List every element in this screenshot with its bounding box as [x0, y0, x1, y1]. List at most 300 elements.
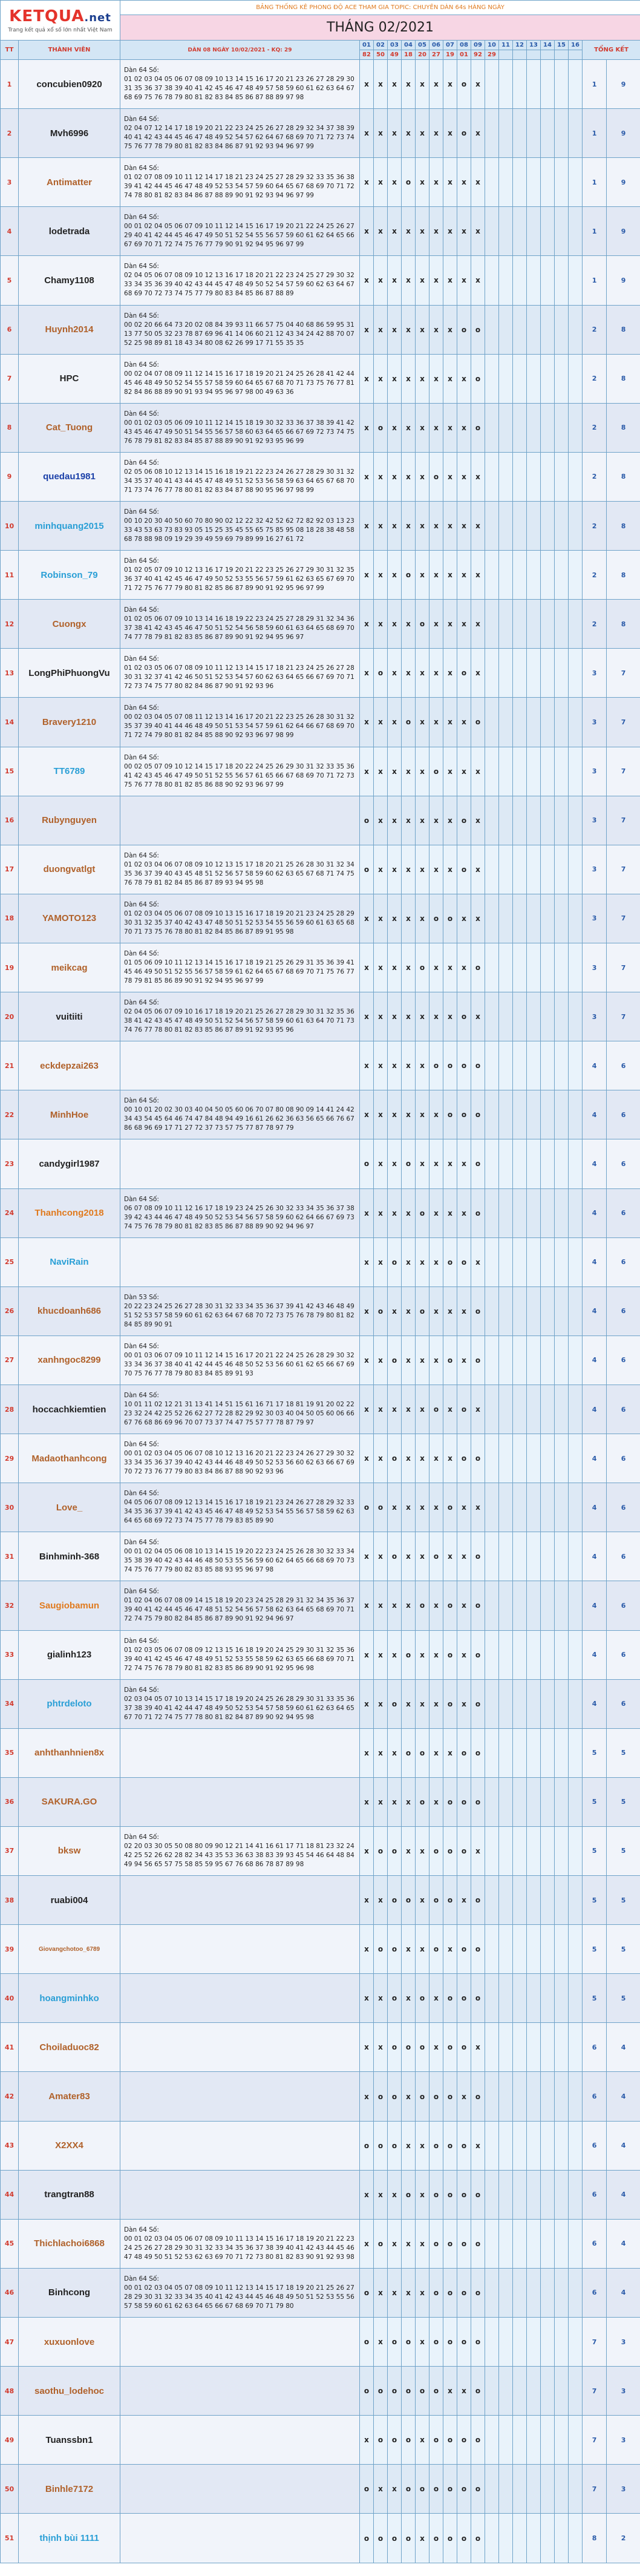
day-mark: x — [416, 1876, 429, 1925]
table-row — [1, 2514, 640, 2563]
day-mark: o — [388, 1876, 402, 1925]
day-mark: x — [416, 796, 429, 845]
day-mark — [513, 305, 527, 354]
day-result-13 — [527, 50, 541, 60]
total-hit: 8 — [607, 501, 640, 550]
member-name[interactable]: Cuongx — [19, 600, 120, 649]
day-mark — [527, 1826, 541, 1875]
table-row — [1, 747, 640, 796]
day-mark: x — [443, 551, 457, 600]
dan-numbers: Dàn 64 Số: 01 02 07 08 09 10 11 12 14 17 18 21 23 24 25 27 28 29 32 33 35 36 38 39 41 42 44 45 46 47 48 49 52 53 54 57 59 60 64 65 67 68 69 70 71 72 74 78 80 81 82 83 84 86 87 88 89 90 91 92 93 94 96 97 99 — [120, 158, 360, 207]
day-mark: o — [457, 2318, 471, 2367]
day-mark: x — [360, 1777, 374, 1826]
member-name[interactable]: Mvh6996 — [19, 109, 120, 158]
day-mark: o — [443, 2072, 457, 2121]
col-header-dan: DÀN 08 NGÀY 10/02/2021 - KQ: 29 — [120, 41, 360, 60]
day-mark — [485, 1237, 499, 1286]
day-mark: o — [457, 305, 471, 354]
member-name[interactable]: Rubynguyen — [19, 796, 120, 845]
day-mark: o — [457, 109, 471, 158]
member-name[interactable]: hoangminhko — [19, 1974, 120, 2023]
total-miss: 8 — [583, 2514, 607, 2563]
day-mark: x — [457, 1630, 471, 1679]
member-name[interactable]: Cat_Tuong — [19, 403, 120, 452]
day-mark — [499, 1630, 513, 1679]
member-name[interactable]: quedau1981 — [19, 452, 120, 501]
day-mark: x — [443, 109, 457, 158]
day-mark: x — [374, 796, 388, 845]
day-mark — [513, 60, 527, 109]
day-mark: o — [471, 305, 485, 354]
day-mark: o — [457, 1974, 471, 2023]
day-mark: x — [416, 649, 429, 698]
member-name[interactable]: duongvatlgt — [19, 845, 120, 894]
day-mark: x — [471, 600, 485, 649]
day-mark — [499, 1237, 513, 1286]
member-name[interactable]: meikcag — [19, 943, 120, 992]
day-mark: o — [429, 2318, 443, 2367]
day-mark: o — [388, 1826, 402, 1875]
day-mark — [555, 894, 569, 943]
day-mark — [485, 747, 499, 796]
member-name[interactable]: phtrdeloto — [19, 1679, 120, 1728]
day-mark: o — [471, 1139, 485, 1188]
day-mark — [513, 1385, 527, 1434]
day-mark: x — [402, 1385, 416, 1434]
day-mark: x — [402, 1286, 416, 1336]
member-name[interactable]: HPC — [19, 354, 120, 403]
dan-numbers: Dàn 64 Số: 01 05 06 09 10 11 12 13 14 15 16 17 18 19 21 25 26 29 31 35 36 39 41 45 46 49 50 51 52 55 56 57 58 59 61 62 64 65 67 68 69 70 71 75 76 77 78 79 81 85 86 89 90 91 92 94 95 96 97 99 — [120, 943, 360, 992]
total-hit: 8 — [607, 600, 640, 649]
table-row — [1, 158, 640, 207]
day-mark — [541, 1483, 555, 1532]
day-mark: x — [402, 1581, 416, 1630]
total-hit: 6 — [607, 1679, 640, 1728]
total-miss: 7 — [583, 2416, 607, 2465]
day-mark: x — [471, 60, 485, 109]
day-mark — [499, 1826, 513, 1875]
day-mark — [499, 2170, 513, 2219]
dan-numbers — [120, 1041, 360, 1090]
day-mark: x — [416, 1679, 429, 1728]
day-mark — [541, 992, 555, 1041]
day-result-09: 92 — [471, 50, 485, 60]
total-miss: 3 — [583, 894, 607, 943]
day-mark — [541, 1728, 555, 1777]
member-name[interactable]: Love_ — [19, 1483, 120, 1532]
day-mark — [569, 2367, 583, 2416]
day-mark: o — [471, 1581, 485, 1630]
day-mark: x — [360, 1385, 374, 1434]
member-name[interactable]: gialinh123 — [19, 1630, 120, 1679]
day-mark: x — [402, 2072, 416, 2121]
total-hit: 3 — [607, 2318, 640, 2367]
day-mark: o — [416, 1728, 429, 1777]
member-name[interactable]: Giovangchotoo_6789 — [19, 1925, 120, 1974]
member-name[interactable]: lodetrada — [19, 207, 120, 256]
day-mark: o — [471, 1090, 485, 1139]
day-mark: x — [457, 452, 471, 501]
day-mark — [555, 1434, 569, 1483]
member-name[interactable]: trangtran88 — [19, 2170, 120, 2219]
day-mark — [555, 2072, 569, 2121]
day-mark — [555, 600, 569, 649]
dan-numbers: Dàn 64 Số: 02 04 05 06 07 09 10 16 17 18 19 20 21 25 26 27 28 29 30 31 32 35 36 38 41 42 43 45 47 48 49 50 51 52 54 56 57 58 59 60 61 63 64 70 71 73 74 76 77 78 80 81 82 83 85 86 87 89 91 92 93 95 96 — [120, 992, 360, 1041]
member-name[interactable]: saothu_lodehoc — [19, 2367, 120, 2416]
day-mark: o — [443, 2465, 457, 2514]
table-row — [1, 1139, 640, 1188]
day-mark — [541, 1041, 555, 1090]
member-name[interactable]: minhquang2015 — [19, 501, 120, 550]
day-mark: o — [471, 1532, 485, 1581]
day-mark — [513, 1434, 527, 1483]
day-mark — [485, 501, 499, 550]
member-name[interactable]: bksw — [19, 1826, 120, 1875]
day-mark: x — [402, 1532, 416, 1581]
day-mark: x — [374, 256, 388, 305]
day-mark: x — [471, 1826, 485, 1875]
day-mark — [527, 158, 541, 207]
day-mark: o — [429, 2121, 443, 2170]
logo-text: KETQUA — [9, 7, 85, 25]
day-mark — [527, 1090, 541, 1139]
day-mark: x — [457, 943, 471, 992]
day-mark: x — [457, 747, 471, 796]
day-mark: o — [471, 403, 485, 452]
day-mark: o — [402, 2416, 416, 2465]
site-logo[interactable] — [1, 1, 120, 41]
member-name[interactable]: Binhcong — [19, 2268, 120, 2317]
member-name[interactable]: Robinson_79 — [19, 551, 120, 600]
day-mark — [485, 2268, 499, 2317]
day-mark — [485, 1630, 499, 1679]
day-mark — [513, 256, 527, 305]
day-mark: o — [416, 1974, 429, 2023]
day-mark — [499, 354, 513, 403]
member-name[interactable]: xuxuonlove — [19, 2318, 120, 2367]
day-mark: x — [471, 158, 485, 207]
day-mark — [513, 1925, 527, 1974]
day-mark — [499, 943, 513, 992]
member-name[interactable]: Antimatter — [19, 158, 120, 207]
day-mark: x — [360, 256, 374, 305]
day-mark — [485, 2023, 499, 2072]
dan-numbers — [120, 2416, 360, 2465]
member-name[interactable]: NaviRain — [19, 1237, 120, 1286]
day-mark: o — [471, 2367, 485, 2416]
day-mark: o — [402, 2514, 416, 2563]
day-mark — [527, 256, 541, 305]
day-mark: o — [471, 1777, 485, 1826]
day-mark: x — [471, 796, 485, 845]
day-mark: x — [402, 1679, 416, 1728]
table-row — [1, 2023, 640, 2072]
row-number: 10 — [1, 501, 19, 550]
day-mark: x — [360, 207, 374, 256]
day-mark — [541, 2367, 555, 2416]
day-mark — [513, 452, 527, 501]
row-number: 4 — [1, 207, 19, 256]
day-mark — [499, 1434, 513, 1483]
day-mark: o — [429, 2219, 443, 2268]
day-mark — [555, 2465, 569, 2514]
day-mark: x — [374, 1630, 388, 1679]
member-name[interactable]: Thanhcong2018 — [19, 1188, 120, 1237]
day-result-08: 01 — [457, 50, 471, 60]
row-number: 11 — [1, 551, 19, 600]
member-name[interactable]: X2XX4 — [19, 2121, 120, 2170]
row-number: 32 — [1, 1581, 19, 1630]
member-name[interactable]: MinhHoe — [19, 1090, 120, 1139]
day-mark — [527, 60, 541, 109]
day-mark — [499, 747, 513, 796]
row-number: 38 — [1, 1876, 19, 1925]
total-miss: 2 — [583, 600, 607, 649]
day-mark — [569, 992, 583, 1041]
day-mark — [541, 305, 555, 354]
day-mark: x — [471, 845, 485, 894]
member-name[interactable]: TT6789 — [19, 747, 120, 796]
day-mark — [485, 1336, 499, 1385]
day-mark: x — [388, 1188, 402, 1237]
dan-numbers: Dàn 64 Số: 00 02 20 66 64 73 20 02 08 84 39 93 11 66 57 75 04 40 68 86 59 95 31 13 77 50 05 32 23 78 87 69 96 41 14 06 60 21 12 43 34 24 42 88 70 07 52 25 98 89 81 18 43 34 80 08 62 26 99 17 71 55 35 35 — [120, 305, 360, 354]
day-mark — [541, 1139, 555, 1188]
day-mark — [513, 992, 527, 1041]
day-mark — [569, 1237, 583, 1286]
day-mark — [541, 600, 555, 649]
day-mark: x — [416, 2170, 429, 2219]
day-mark: o — [457, 1826, 471, 1875]
member-name[interactable]: SAKURA.GO — [19, 1777, 120, 1826]
member-name[interactable]: eckdepzai263 — [19, 1041, 120, 1090]
day-mark: x — [443, 1925, 457, 1974]
day-mark: x — [360, 2170, 374, 2219]
col-header-tt: TT — [1, 41, 19, 60]
day-mark: x — [388, 1385, 402, 1434]
day-mark — [485, 452, 499, 501]
table-row — [1, 403, 640, 452]
day-mark: o — [416, 2072, 429, 2121]
day-mark: o — [457, 2023, 471, 2072]
day-mark — [527, 2072, 541, 2121]
day-mark: x — [360, 60, 374, 109]
member-name[interactable]: ruabi004 — [19, 1876, 120, 1925]
member-name[interactable]: Binhle7172 — [19, 2465, 120, 2514]
day-mark: x — [457, 158, 471, 207]
day-mark — [499, 2072, 513, 2121]
total-miss: 7 — [583, 2465, 607, 2514]
day-mark: x — [471, 207, 485, 256]
day-header-14: 14 — [541, 41, 555, 50]
day-mark — [527, 305, 541, 354]
member-name[interactable]: candygirl1987 — [19, 1139, 120, 1188]
day-mark: x — [402, 1237, 416, 1286]
day-mark — [555, 2318, 569, 2367]
member-name[interactable]: thịnh bùi 1111 — [19, 2514, 120, 2563]
day-mark — [485, 894, 499, 943]
day-mark: o — [457, 992, 471, 1041]
day-mark: x — [402, 2219, 416, 2268]
total-hit: 4 — [607, 2170, 640, 2219]
day-mark: x — [471, 256, 485, 305]
logo-suffix: .net — [84, 11, 111, 24]
day-mark — [527, 1336, 541, 1385]
member-name[interactable]: YAMOTO123 — [19, 894, 120, 943]
total-miss: 4 — [583, 1090, 607, 1139]
day-mark — [513, 109, 527, 158]
day-header-04: 04 — [402, 41, 416, 50]
day-mark: o — [429, 2367, 443, 2416]
day-mark: o — [443, 2268, 457, 2317]
day-mark: o — [457, 2416, 471, 2465]
total-hit: 6 — [607, 1483, 640, 1532]
day-mark: x — [388, 894, 402, 943]
day-mark — [555, 2121, 569, 2170]
member-name[interactable]: Bravery1210 — [19, 698, 120, 747]
day-mark: x — [416, 2514, 429, 2563]
day-mark: x — [471, 109, 485, 158]
day-mark: x — [374, 1237, 388, 1286]
day-result-14 — [541, 50, 555, 60]
day-mark — [485, 1483, 499, 1532]
day-mark — [541, 1090, 555, 1139]
day-mark: x — [457, 403, 471, 452]
day-mark: x — [457, 894, 471, 943]
total-miss: 5 — [583, 1777, 607, 1826]
day-mark — [555, 256, 569, 305]
member-name[interactable]: xanhngoc8299 — [19, 1336, 120, 1385]
day-mark — [555, 2367, 569, 2416]
day-result-15 — [555, 50, 569, 60]
member-name[interactable]: LongPhiPhuongVu — [19, 649, 120, 698]
member-name[interactable]: vuitiiti — [19, 992, 120, 1041]
day-mark — [513, 747, 527, 796]
day-mark: o — [388, 2514, 402, 2563]
member-name[interactable]: hoccachkiemtien — [19, 1385, 120, 1434]
day-mark: x — [429, 1679, 443, 1728]
day-mark: x — [471, 2121, 485, 2170]
total-hit: 5 — [607, 1876, 640, 1925]
day-mark: x — [402, 2121, 416, 2170]
member-name[interactable]: Saugiobamun — [19, 1581, 120, 1630]
day-mark — [499, 2121, 513, 2170]
day-mark: x — [443, 354, 457, 403]
member-name[interactable]: Choiladuoc82 — [19, 2023, 120, 2072]
dan-numbers: Dàn 64 Số: 00 01 02 04 05 06 08 10 13 14 15 19 20 22 23 24 25 26 28 30 32 33 34 35 38 39 40 42 43 44 46 48 50 53 55 56 59 60 62 64 65 66 68 69 70 73 74 75 76 77 79 80 82 83 85 88 93 95 96 97 98 — [120, 1532, 360, 1581]
day-mark: x — [360, 1532, 374, 1581]
day-mark — [555, 1974, 569, 2023]
member-name[interactable]: khucdoanh686 — [19, 1286, 120, 1336]
day-mark — [527, 109, 541, 158]
table-row — [1, 649, 640, 698]
day-mark: x — [388, 60, 402, 109]
row-number: 44 — [1, 2170, 19, 2219]
total-hit: 7 — [607, 992, 640, 1041]
day-mark: o — [388, 2023, 402, 2072]
dan-numbers — [120, 2367, 360, 2416]
member-name[interactable]: Amater83 — [19, 2072, 120, 2121]
day-mark: o — [457, 2170, 471, 2219]
total-miss: 3 — [583, 992, 607, 1041]
member-name[interactable]: concubien0920 — [19, 60, 120, 109]
total-hit: 3 — [607, 2416, 640, 2465]
member-name[interactable]: anhthanhnien8x — [19, 1728, 120, 1777]
day-mark — [541, 1630, 555, 1679]
day-mark: x — [471, 894, 485, 943]
day-mark — [555, 354, 569, 403]
day-mark: x — [429, 845, 443, 894]
day-mark — [541, 1237, 555, 1286]
member-name[interactable]: Tuanssbn1 — [19, 2416, 120, 2465]
member-name[interactable]: Chamy1108 — [19, 256, 120, 305]
day-mark: x — [360, 600, 374, 649]
day-mark: x — [429, 403, 443, 452]
day-mark: o — [443, 2170, 457, 2219]
table-row — [1, 1286, 640, 1336]
day-header-06: 06 — [429, 41, 443, 50]
dan-numbers — [120, 1139, 360, 1188]
day-header-03: 03 — [388, 41, 402, 50]
day-mark: o — [443, 1974, 457, 2023]
day-mark — [527, 2023, 541, 2072]
total-hit: 7 — [607, 845, 640, 894]
day-mark: x — [443, 256, 457, 305]
total-miss: 4 — [583, 1434, 607, 1483]
day-mark: o — [416, 1777, 429, 1826]
dan-numbers — [120, 1974, 360, 2023]
total-miss: 3 — [583, 698, 607, 747]
total-miss: 6 — [583, 2023, 607, 2072]
day-mark: x — [457, 1336, 471, 1385]
day-mark — [485, 2465, 499, 2514]
member-name[interactable]: Thichlachoi6868 — [19, 2219, 120, 2268]
day-mark — [541, 158, 555, 207]
total-miss: 5 — [583, 1826, 607, 1875]
dan-numbers — [120, 2023, 360, 2072]
day-mark: o — [388, 2121, 402, 2170]
day-mark: o — [402, 2023, 416, 2072]
day-mark: o — [374, 1286, 388, 1336]
day-mark — [485, 2170, 499, 2219]
day-mark — [569, 1876, 583, 1925]
day-mark: o — [443, 1483, 457, 1532]
member-name[interactable]: Binhminh-368 — [19, 1532, 120, 1581]
member-name[interactable]: Huynh2014 — [19, 305, 120, 354]
day-mark — [555, 1139, 569, 1188]
day-mark — [569, 2170, 583, 2219]
member-name[interactable]: Madaothanhcong — [19, 1434, 120, 1483]
day-mark — [569, 305, 583, 354]
row-number: 51 — [1, 2514, 19, 2563]
day-mark — [541, 2465, 555, 2514]
day-mark: x — [443, 1434, 457, 1483]
table-row — [1, 354, 640, 403]
day-mark: x — [416, 1483, 429, 1532]
day-mark: x — [374, 1090, 388, 1139]
day-mark: x — [360, 2023, 374, 2072]
day-mark: o — [443, 2514, 457, 2563]
day-mark — [513, 354, 527, 403]
dan-numbers: Dàn 64 Số: 06 07 08 09 10 11 12 16 17 18 19 23 24 25 26 30 32 33 34 35 36 37 38 39 42 43 44 46 47 48 49 50 52 53 54 56 57 58 59 60 62 64 66 67 69 73 74 75 76 78 79 80 81 82 83 85 86 87 88 89 90 92 94 96 97 — [120, 1188, 360, 1237]
day-mark: x — [443, 649, 457, 698]
day-mark — [527, 1532, 541, 1581]
day-mark: x — [360, 452, 374, 501]
day-mark — [541, 1532, 555, 1581]
day-mark: x — [471, 649, 485, 698]
day-mark: x — [360, 1679, 374, 1728]
day-mark — [485, 698, 499, 747]
row-number: 12 — [1, 600, 19, 649]
